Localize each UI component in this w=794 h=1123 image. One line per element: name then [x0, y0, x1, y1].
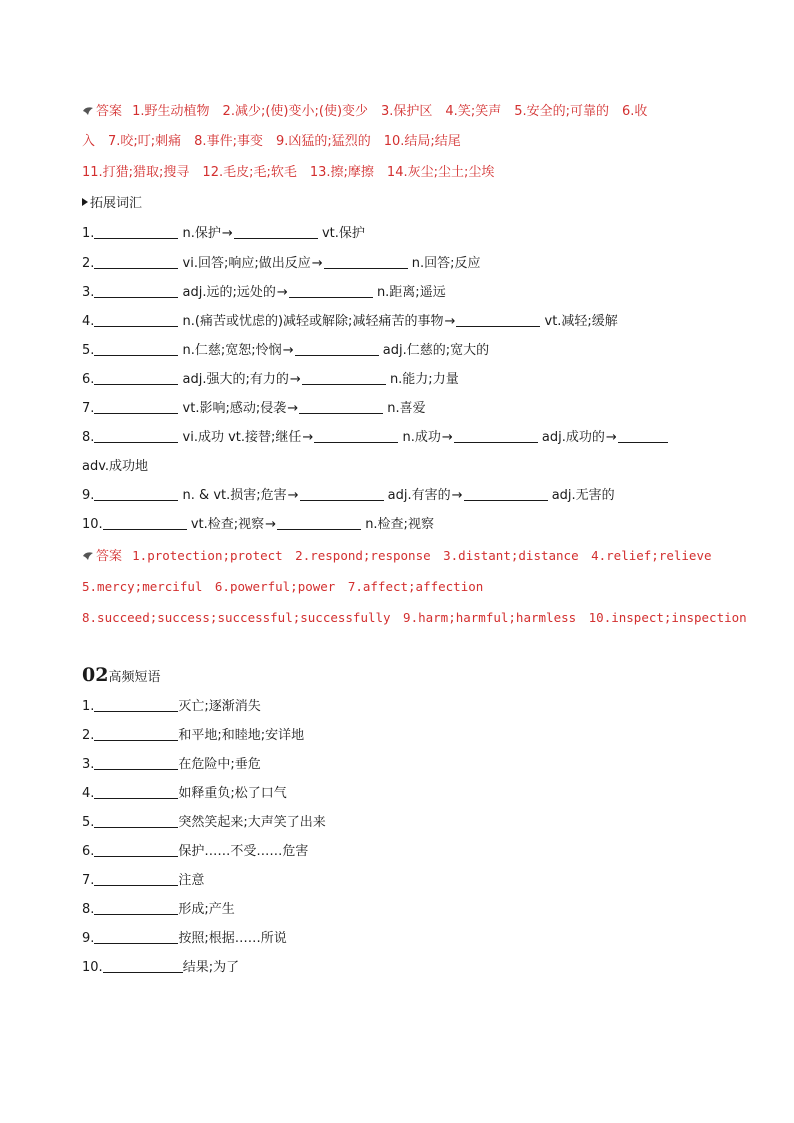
item-number: 4. [82, 786, 95, 801]
answer-blank[interactable] [94, 813, 178, 828]
answer2-text-1: 1.protection;protect 2.respond;response 3.distant;distance 4.relief;relieve [132, 548, 712, 563]
vocab-item-8-cont: adv.成功地 [82, 459, 149, 474]
phrase-meaning: 保护……不受……危害 [178, 844, 309, 859]
arrow-icon: → [289, 372, 301, 387]
item-number: 5. [82, 815, 95, 830]
vocab-gloss: n.仁慈;宽恕;怜悯 [182, 343, 282, 358]
phrase-item [82, 813, 326, 833]
answer-blank[interactable] [94, 842, 178, 857]
answer-blank[interactable] [456, 312, 540, 327]
vocab-item-6 [82, 370, 459, 390]
phrase-meaning: 灭亡;逐渐消失 [178, 699, 261, 714]
vocab-gloss: vi.回答;响应;做出反应 [182, 256, 311, 271]
vocab-gloss: adj.远的;远处的 [182, 285, 276, 300]
vocab-gloss: adj.有害的 [387, 488, 451, 503]
answer-text-1: 1.野生动植物 2.减少;(使)变小;(使)变少 3.保护区 4.笑;笑声 5.安全的;可靠的 6.收 [132, 104, 648, 119]
item-number: 8. [82, 430, 95, 445]
vocab-item-4 [82, 312, 618, 332]
phrase-meaning: 如释重负;松了口气 [178, 786, 287, 801]
item-number: 10. [82, 960, 103, 975]
arrow-icon: → [605, 430, 617, 445]
phrase-meaning: 在危险中;垂危 [178, 757, 261, 772]
answer-blank[interactable] [300, 486, 384, 501]
vocab-gloss: n.距离;遥远 [376, 285, 446, 300]
answer2-line-1 [82, 546, 712, 567]
vocab-gloss: adj.成功的 [541, 430, 605, 445]
vocab-item-2 [82, 254, 481, 274]
vocab-gloss: n.喜爱 [387, 401, 426, 416]
vocab-gloss: n.(痛苦或忧虑的)减轻或解除;减轻痛苦的事物 [182, 314, 444, 329]
vocab-gloss: vt.影响;感动;侵袭 [182, 401, 287, 416]
answer-blank[interactable] [618, 428, 668, 443]
arrow-icon: → [311, 256, 323, 271]
vocab-gloss: adj.仁慈的;宽大的 [382, 343, 490, 358]
vocab-item-10 [82, 515, 434, 535]
item-number: 9. [82, 488, 95, 503]
vocab-gloss: n.成功 [402, 430, 441, 445]
expand-vocab-heading [82, 194, 142, 214]
vocab-gloss: vi.成功 vt.接替;继任 [182, 430, 302, 445]
phrase-item [82, 958, 239, 978]
vocab-item-9 [82, 486, 615, 506]
vocab-gloss: vt.检查;视察 [190, 517, 265, 532]
answer-label: 答案 [96, 549, 123, 564]
item-number: 6. [82, 372, 95, 387]
arrow-icon: → [302, 430, 314, 445]
triangle-bullet-icon [82, 198, 88, 206]
vocab-gloss: vt.保护 [321, 226, 365, 241]
answer-blank[interactable] [94, 341, 178, 356]
phrase-item [82, 697, 261, 717]
answer-blank[interactable] [94, 900, 178, 915]
answer-line-3: 11.打猎;猎取;搜寻 12.毛皮;毛;软毛 13.擦;摩擦 14.灰尘;尘土;尘埃 [82, 165, 495, 180]
item-number: 8. [82, 902, 95, 917]
vocab-gloss: n.检查;视察 [365, 517, 434, 532]
phrase-item [82, 929, 287, 949]
vocab-item-3 [82, 283, 446, 303]
vocab-gloss: n.能力;力量 [389, 372, 459, 387]
phrase-item [82, 755, 261, 775]
phrase-item [82, 726, 304, 746]
answer-blank[interactable] [103, 515, 187, 530]
item-number: 2. [82, 256, 95, 271]
item-number: 2. [82, 728, 95, 743]
answer-blank[interactable] [299, 399, 383, 414]
phrase-meaning: 结果;为了 [182, 960, 240, 975]
answer-blank[interactable] [277, 515, 361, 530]
answer-blank[interactable] [234, 224, 318, 239]
answer-blank[interactable] [464, 486, 548, 501]
item-number: 7. [82, 873, 95, 888]
vocab-gloss: adj.无害的 [551, 488, 615, 503]
answer-icon [82, 551, 94, 561]
answer-blank[interactable] [94, 871, 178, 886]
phrase-meaning: 注意 [178, 873, 205, 888]
vocab-item-7 [82, 399, 426, 419]
item-number: 1. [82, 226, 95, 241]
item-number: 4. [82, 314, 95, 329]
answer-blank[interactable] [289, 283, 373, 298]
item-number: 1. [82, 699, 95, 714]
answer-blank[interactable] [94, 224, 178, 239]
arrow-icon: → [444, 314, 456, 329]
phrase-item [82, 871, 204, 891]
answer-blank[interactable] [295, 341, 379, 356]
answer-blank[interactable] [324, 254, 408, 269]
answer-blank[interactable] [103, 958, 183, 973]
vocab-gloss: adj.强大的;有力的 [182, 372, 289, 387]
answer2-line-3: 8.succeed;success;successful;successfully 9.harm;harmful;harmless 10.inspect;inspection [82, 610, 747, 625]
vocab-gloss: n.保护 [182, 226, 221, 241]
answer-line-1 [82, 102, 647, 122]
phrase-item [82, 900, 235, 920]
arrow-icon: → [265, 517, 277, 532]
arrow-icon: → [451, 488, 463, 503]
vocab-gloss: n.回答;反应 [411, 256, 481, 271]
answer-blank[interactable] [94, 399, 178, 414]
answer-blank[interactable] [94, 726, 178, 741]
vocab-item-1 [82, 224, 365, 244]
answer-blank[interactable] [314, 428, 398, 443]
item-number: 3. [82, 285, 95, 300]
phrase-meaning: 按照;根据……所说 [178, 931, 287, 946]
arrow-icon: → [221, 226, 233, 241]
answer-blank[interactable] [94, 370, 178, 385]
answer-icon [82, 106, 94, 116]
answer-blank[interactable] [454, 428, 538, 443]
vocab-item-8 [82, 428, 668, 448]
section-number: 02 [82, 664, 109, 686]
phrase-meaning: 和平地;和睦地;安详地 [178, 728, 305, 743]
vocab-gloss: vt.减轻;缓解 [544, 314, 618, 329]
vocab-item-5 [82, 341, 489, 361]
answer-blank[interactable] [302, 370, 386, 385]
answer-blank[interactable] [94, 755, 178, 770]
arrow-icon: → [282, 343, 294, 358]
section-heading-02 [82, 662, 160, 691]
item-number: 10. [82, 517, 103, 532]
phrase-meaning: 突然笑起来;大声笑了出来 [178, 815, 326, 830]
phrase-item [82, 842, 308, 862]
section-title: 高频短语 [108, 670, 161, 685]
answer-blank[interactable] [94, 428, 178, 443]
expand-heading-text: 拓展词汇 [90, 196, 143, 211]
answer-blank[interactable] [94, 697, 178, 712]
phrase-meaning: 形成;产生 [178, 902, 235, 917]
item-number: 7. [82, 401, 95, 416]
item-number: 3. [82, 757, 95, 772]
item-number: 5. [82, 343, 95, 358]
answer-blank[interactable] [94, 784, 178, 799]
arrow-icon: → [287, 401, 299, 416]
answer-blank[interactable] [94, 254, 178, 269]
answer-label: 答案 [96, 104, 123, 119]
item-number: 6. [82, 844, 95, 859]
arrow-icon: → [287, 488, 299, 503]
vocab-gloss: n. & vt.损害;危害 [182, 488, 287, 503]
answer-blank[interactable] [94, 283, 178, 298]
arrow-icon: → [441, 430, 453, 445]
answer-blank[interactable] [94, 486, 178, 501]
answer-line-2: 入 7.咬;叮;刺痛 8.事件;事变 9.凶猛的;猛烈的 10.结局;结尾 [82, 134, 461, 149]
item-number: 9. [82, 931, 95, 946]
answer2-line-2: 5.mercy;merciful 6.powerful;power 7.affect;affection [82, 579, 484, 594]
arrow-icon: → [276, 285, 288, 300]
phrase-item [82, 784, 287, 804]
answer-blank[interactable] [94, 312, 178, 327]
answer-blank[interactable] [94, 929, 178, 944]
